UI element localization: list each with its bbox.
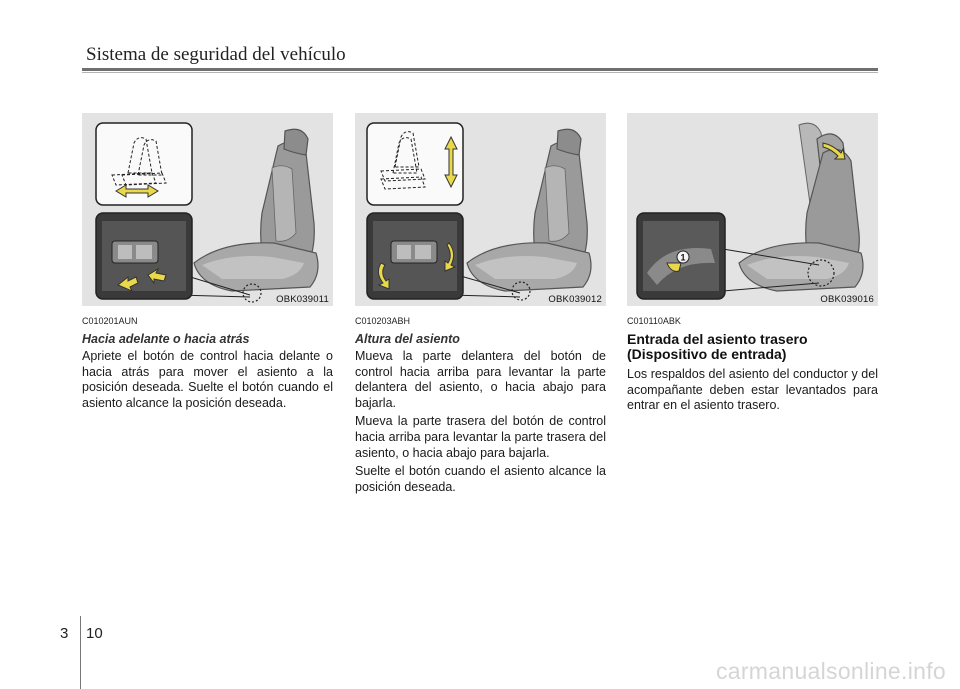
section-forward-backward: [82, 316, 333, 414]
seat-illustration-3: [627, 113, 878, 306]
section-heading: Entrada del asiento trasero (Dispositivo de entrada): [627, 331, 808, 362]
figure-code: OBK039012: [548, 294, 602, 305]
section-code: C010201AUN: [82, 316, 138, 326]
footer-divider: [80, 616, 81, 689]
section-code: C010203ABH: [355, 316, 411, 326]
section-seat-height: [355, 316, 606, 498]
section-code: C010110ABK: [627, 316, 681, 326]
page-number: 10: [86, 625, 103, 642]
header-rule: [82, 68, 878, 71]
page-header: Sistema de seguridad del vehículo: [86, 44, 346, 65]
body-paragraph: Suelte el botón cuando el asiento alcance la posición deseada.: [355, 464, 606, 494]
seat-illustration-2: [355, 113, 606, 306]
body-paragraph: Apriete el botón de control hacia delante o hacia atrás para mover el asiento a la posición deseada. Suelte el botón cuando el asiento alcance la posición deseada.: [82, 349, 333, 410]
body-paragraph: Los respaldos del asiento del conductor y del acompañante deben estar levantados para entrar en el asiento trasero.: [627, 367, 878, 413]
chapter-number: 3: [60, 625, 69, 642]
section-easy-entry: [627, 316, 878, 417]
figure-seat-forward-backward: [82, 113, 333, 306]
body-paragraph: Mueva la parte trasera del botón de control hacia arriba para levantar la parte trasera del asiento, o hacia abajo para bajarla.: [355, 414, 606, 460]
watermark: carmanualsonline.info: [715, 658, 946, 684]
figure-code: OBK039016: [820, 294, 874, 305]
header-rule-thin: [82, 72, 878, 73]
body-paragraph: Mueva la parte delantera del botón de control hacia arriba para levantar la parte delantera del asiento, o hacia abajo para bajarla.: [355, 349, 606, 410]
figure-seat-height: [355, 113, 606, 306]
figure-easy-entry: [627, 113, 878, 306]
section-subtitle: Hacia adelante o hacia atrás: [82, 332, 250, 346]
seat-illustration-1: [82, 113, 333, 306]
figure-code: OBK039011: [276, 294, 329, 305]
section-subtitle: Altura del asiento: [355, 332, 460, 346]
callout-number: 1: [680, 252, 686, 263]
